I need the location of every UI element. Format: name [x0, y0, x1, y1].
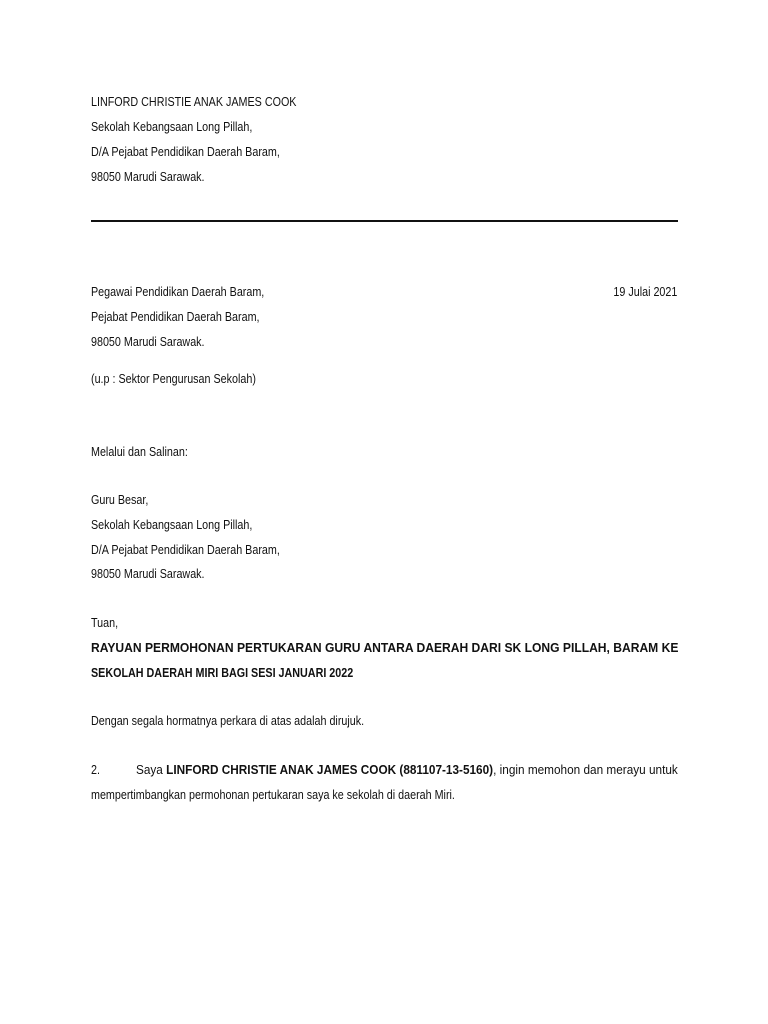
via-line-3: D/A Pejabat Pendidikan Daerah Baram, [91, 543, 280, 557]
paragraph-number: 2. [91, 763, 100, 777]
recipient-attention: (u.p : Sektor Pengurusan Sekolah) [91, 372, 256, 386]
sender-address-line-2: D/A Pejabat Pendidikan Daerah Baram, [91, 145, 280, 159]
via-line-4: 98050 Marudi Sarawak. [91, 567, 205, 581]
letter-date: 19 Julai 2021 [613, 285, 677, 299]
applicant-name-ic: LINFORD CHRISTIE ANAK JAMES COOK (881107-13-5160) [166, 763, 494, 777]
paragraph-2-rest: , ingin memohon dan merayu untuk [493, 763, 678, 777]
paragraph-2-line-1-text [136, 762, 678, 778]
paragraph-2-lead: Saya [136, 763, 163, 777]
sender-address-line-1: Sekolah Kebangsaan Long Pillah, [91, 120, 253, 134]
recipient-line-1: Pegawai Pendidikan Daerah Baram, [91, 285, 265, 299]
sender-address-line-3: 98050 Marudi Sarawak. [91, 170, 205, 184]
subject-line-1: RAYUAN PERMOHONAN PERTUKARAN GURU ANTARA DAERAH DARI SK LONG PILLAH, BARAM KE [91, 641, 679, 655]
via-line-1: Guru Besar, [91, 493, 149, 507]
header-divider [91, 220, 678, 222]
salutation: Tuan, [91, 616, 119, 630]
recipient-line-2: Pejabat Pendidikan Daerah Baram, [91, 310, 260, 324]
paragraph-2-line-2: mempertimbangkan permohonan pertukaran saya ke sekolah di daerah Miri. [91, 788, 455, 802]
sender-name: LINFORD CHRISTIE ANAK JAMES COOK [91, 95, 297, 109]
paragraph-2-line-1 [136, 762, 678, 778]
subject-line-2: SEKOLAH DAERAH MIRI BAGI SESI JANUARI 2022 [91, 666, 354, 680]
recipient-line-3: 98050 Marudi Sarawak. [91, 335, 205, 349]
opening-sentence: Dengan segala hormatnya perkara di atas adalah dirujuk. [91, 714, 365, 728]
via-line-2: Sekolah Kebangsaan Long Pillah, [91, 518, 253, 532]
via-heading: Melalui dan Salinan: [91, 445, 188, 459]
